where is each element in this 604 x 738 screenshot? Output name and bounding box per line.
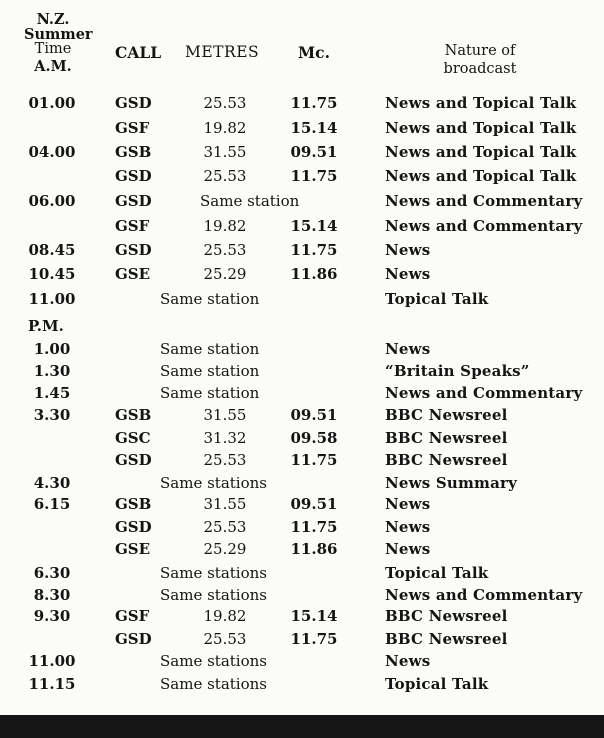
row-nature-of-broadcast: BBC Newsreel — [385, 607, 508, 625]
row-time: 06.00 — [28, 192, 76, 210]
row-call-sign: GSD — [115, 630, 152, 648]
row-time: 6.15 — [33, 495, 71, 513]
row-time: 11.15 — [28, 675, 76, 693]
row-time: 8.30 — [33, 586, 71, 604]
row-megacycles: 11.75 — [290, 451, 338, 469]
row-nature-of-broadcast: News and Commentary — [385, 384, 583, 402]
row-same-station: Same station — [160, 362, 260, 380]
row-same-station: Same stations — [160, 675, 267, 693]
row-same-station: Same station — [160, 290, 260, 308]
row-nature-of-broadcast: BBC Newsreel — [385, 451, 508, 469]
header-nature — [420, 44, 540, 77]
row-nature-of-broadcast: News — [385, 241, 431, 259]
row-nature-of-broadcast: News and Commentary — [385, 192, 583, 210]
row-metres: 25.53 — [203, 167, 247, 185]
row-time: 6.30 — [33, 564, 71, 582]
header-time — [24, 11, 93, 75]
row-time: 1.45 — [33, 384, 71, 402]
row-same-station: Same stations — [160, 652, 267, 670]
header-nature-line: broadcast — [443, 61, 517, 77]
row-nature-of-broadcast: BBC Newsreel — [385, 406, 508, 424]
row-megacycles: 11.75 — [290, 630, 338, 648]
row-metres: 25.53 — [203, 451, 247, 469]
row-call-sign: GSD — [115, 192, 152, 210]
header-time-line: N.Z. — [36, 11, 70, 28]
row-megacycles: 15.14 — [290, 119, 338, 137]
row-nature-of-broadcast: Topical Talk — [385, 290, 489, 308]
row-time: 11.00 — [28, 652, 76, 670]
row-megacycles: 11.86 — [290, 265, 338, 283]
row-same-station: Same stations — [160, 586, 267, 604]
row-time: 9.30 — [33, 607, 71, 625]
row-nature-of-broadcast: News Summary — [385, 474, 518, 492]
row-call-sign: GSB — [115, 143, 152, 161]
row-call-sign: GSE — [115, 540, 151, 558]
row-call-sign: GSF — [115, 217, 150, 235]
row-call-sign: GSD — [115, 241, 152, 259]
row-nature-of-broadcast: Topical Talk — [385, 564, 489, 582]
row-call-sign: GSE — [115, 265, 151, 283]
row-time: 01.00 — [28, 94, 76, 112]
row-metres: 19.82 — [203, 119, 247, 137]
row-time: 11.00 — [28, 290, 76, 308]
row-same-station: Same station — [200, 192, 300, 210]
row-time: 1.30 — [33, 362, 71, 380]
row-call-sign: GSF — [115, 607, 150, 625]
bottom-border — [0, 715, 604, 738]
row-megacycles: 11.86 — [290, 540, 338, 558]
row-nature-of-broadcast: News — [385, 495, 431, 513]
row-time: 4.30 — [33, 474, 71, 492]
row-metres: 31.55 — [203, 495, 247, 513]
row-megacycles: 11.75 — [290, 241, 338, 259]
row-call-sign: GSD — [115, 94, 152, 112]
row-call-sign: GSB — [115, 406, 152, 424]
row-same-station: Same station — [160, 384, 260, 402]
row-megacycles: 11.75 — [290, 518, 338, 536]
row-megacycles: 11.75 — [290, 167, 338, 185]
header-time-line: Time — [34, 41, 72, 57]
header-nature-line: Nature of — [444, 43, 516, 59]
row-metres: 25.29 — [203, 265, 247, 283]
row-metres: 19.82 — [203, 217, 247, 235]
row-nature-of-broadcast: News — [385, 340, 431, 358]
row-nature-of-broadcast: “Britain Speaks” — [385, 362, 530, 380]
row-metres: 31.32 — [203, 429, 247, 447]
row-time: 1.00 — [33, 340, 71, 358]
row-metres: 25.53 — [203, 241, 247, 259]
row-nature-of-broadcast: News and Commentary — [385, 586, 583, 604]
row-same-station: Same station — [160, 340, 260, 358]
row-metres: 25.29 — [203, 540, 247, 558]
row-nature-of-broadcast: BBC Newsreel — [385, 429, 508, 447]
row-same-station: Same stations — [160, 564, 267, 582]
row-nature-of-broadcast: News — [385, 652, 431, 670]
row-metres: 25.53 — [203, 518, 247, 536]
row-metres: 25.53 — [203, 630, 247, 648]
row-metres: 19.82 — [203, 607, 247, 625]
row-call-sign: GSD — [115, 167, 152, 185]
section-label-pm: P.M. — [28, 317, 64, 335]
row-call-sign: GSF — [115, 119, 150, 137]
row-megacycles: 11.75 — [290, 94, 338, 112]
row-call-sign: GSD — [115, 518, 152, 536]
row-nature-of-broadcast: News and Topical Talk — [385, 119, 577, 137]
row-nature-of-broadcast: News and Topical Talk — [385, 167, 577, 185]
row-metres: 31.55 — [203, 143, 247, 161]
row-call-sign: GSB — [115, 495, 152, 513]
row-megacycles: 15.14 — [290, 607, 338, 625]
row-metres: 25.53 — [203, 94, 247, 112]
row-time: 3.30 — [33, 406, 71, 424]
row-same-station: Same stations — [160, 474, 267, 492]
row-nature-of-broadcast: BBC Newsreel — [385, 630, 508, 648]
row-megacycles: 09.51 — [290, 406, 338, 424]
row-megacycles: 09.51 — [290, 143, 338, 161]
row-call-sign: GSD — [115, 451, 152, 469]
row-metres: 31.55 — [203, 406, 247, 424]
row-nature-of-broadcast: News and Topical Talk — [385, 143, 577, 161]
row-nature-of-broadcast: News — [385, 540, 431, 558]
row-megacycles: 09.51 — [290, 495, 338, 513]
row-megacycles: 15.14 — [290, 217, 338, 235]
row-nature-of-broadcast: News and Topical Talk — [385, 94, 577, 112]
header-call: CALL — [115, 43, 162, 62]
header-time-line: A.M. — [34, 58, 72, 75]
header-metres: METRES — [185, 43, 260, 61]
header-mc: Mc. — [298, 43, 330, 62]
row-time: 08.45 — [28, 241, 76, 259]
row-time: 04.00 — [28, 143, 76, 161]
row-nature-of-broadcast: Topical Talk — [385, 675, 489, 693]
row-call-sign: GSC — [115, 429, 151, 447]
header-time-line: Summer — [24, 26, 93, 43]
row-time: 10.45 — [28, 265, 76, 283]
row-nature-of-broadcast: News and Commentary — [385, 217, 583, 235]
row-nature-of-broadcast: News — [385, 265, 431, 283]
row-nature-of-broadcast: News — [385, 518, 431, 536]
row-megacycles: 09.58 — [290, 429, 338, 447]
